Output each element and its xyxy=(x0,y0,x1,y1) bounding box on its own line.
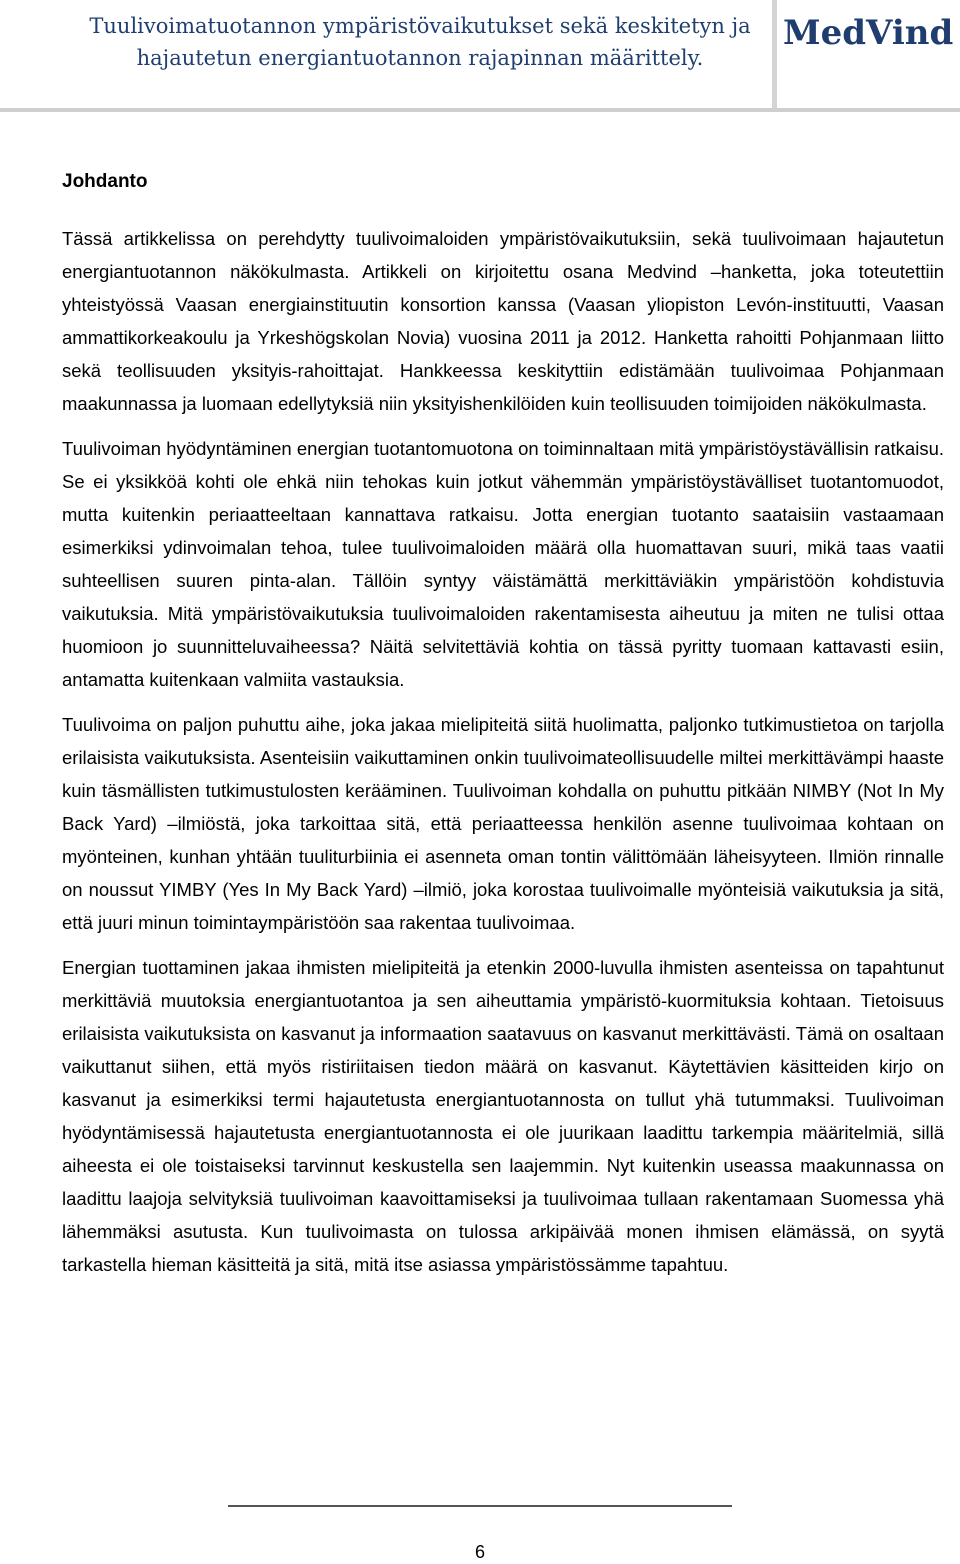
paragraph-intro: Tässä artikkelissa on perehdytty tuulivoimaloiden ympäristövaikutuksiin, sekä tuulivoimaan hajautetun energiantuotannon näkökulmasta. Artikkeli on kirjoitettu osana Medvind –hanketta, joka toteutettiin yhteistyössä Vaasan energiainstituutin konsortion kanssa (Vaasan yliopiston Levón-instituutti, Vaasan ammattikorkeakoulu ja Yrkeshögskolan Novia) vuosina 2011 ja 2012. Hanketta rahoitti Pohjanmaan liitto sekä teollisuuden yksityis-rahoittajat. Hankkeessa keskityttiin edistämään tuulivoimaa Pohjanmaan maakunnassa ja luomaan edellytyksiä niin yksityishenkilöiden kuin teollisuuden toimijoiden näkökulmasta. xyxy=(62,228,944,414)
header-rule xyxy=(0,108,960,112)
paragraph-environment: Tuulivoiman hyödyntäminen energian tuotantomuotona on toiminnaltaan mitä ympäristöystävällisin ratkaisu. Se ei yksikköä kohti ole ehkä niin tehokas kuin jotkut vähemmän ympäristöystävälliset tuotantomuodot, mutta kuitenkin periaatteeltaan kannattava ratkaisu. Jotta energian tuotanto saataisiin vastaamaan esimerkiksi ydinvoimalan tehoa, tulee tuulivoimaloiden määrä olla huomattavan suuri, mikä taas vaatii suhteellisen suuren pinta-alan. Tällöin syntyy väistämättä merkittäviäkin ympäristöön kohdistuvia vaikutuksia. Mitä ympäristövaikutuksia tuulivoimaloiden rakentamisesta aiheutuu ja miten ne tulisi ottaa huomioon jo suunnitteluvaiheessa? Näitä selvitettäviä kohtia on tässä pyritty tuomaan kattavasti esiin, antamatta kuitenkaan valmiita vastauksia. xyxy=(62,438,944,690)
paragraph-distributed-energy: Energian tuottaminen jakaa ihmisten mielipiteitä ja etenkin 2000-luvulla ihmisten asenteissa on tapahtunut merkittäviä muutoksia energiantuotantoa ja sen aiheuttamia ympäristö-kuormituksia kohtaan. Tietoisuus erilaisista vaikutuksista on kasvanut ja informaation saatavuus on kasvanut merkittävästi. Tämä on osaltaan vaikuttanut siihen, että myös ristiriitaisen tiedon määrä on kasvanut. Käytettävien käsitteiden kirjo on kasvanut ja esimerkiksi termi hajautetusta energiantuotannosta on tullut yhä tutummaksi. Tuulivoiman hyödyntämisessä hajautetusta energiantuotannosta ei ole juurikaan laadittu tarkempia määritelmiä, sillä aiheesta ei ole toistaiseksi tarvinnut keskustella sen laajemmin. Nyt kuitenkin useassa maakunnassa on laadittu laajoja selvityksiä tuulivoiman kaavoittamiseksi ja tuulivoimaa tullaan rakentamaan Suomessa yhä lähemmäksi asutusta. Kun tuulivoimasta on tulossa arkipäivää monen ihmisen elämässä, on syytä tarkastella hieman käsitteitä ja sitä, mitä itse asiassa ympäristössämme tapahtuu. xyxy=(62,957,944,1275)
paragraph-attitudes: Tuulivoima on paljon puhuttu aihe, joka jakaa mielipiteitä siitä huolimatta, paljonko tutkimustietoa on tarjolla erilaisista vaikutuksista. Asenteisiin vaikuttaminen onkin tuulivoimateollisuudelle miltei merkittävämpi haaste kuin täsmällisten tutkimustulosten kerääminen. Tuulivoiman kohdalla on puhuttu pitkään NIMBY (Not In My Back Yard) –ilmiöstä, joka tarkoittaa sitä, että periaatteessa henkilön asenne tuulivoimaa kohtaan on myönteinen, kunhan yhtään tuuliturbiinia ei asenneta oman tontin välittömään läheisyyteen. Ilmiön rinnalle on noussut YIMBY (Yes In My Back Yard) –ilmiö, joka korostaa tuulivoimalle myönteisiä vaikutuksia ja sitä, että juuri minun toimintaympäristöön saa rakentaa tuulivoimaa. xyxy=(62,714,944,933)
medvind-logo: MedVind xyxy=(783,13,954,53)
section-heading: Johdanto xyxy=(62,171,148,192)
page-header xyxy=(0,0,960,112)
page-number: 6 xyxy=(474,1542,485,1562)
footer-rule xyxy=(228,1505,732,1507)
header-title: Tuulivoimatuotannon ympäristövaikutukset sekä keskitetyn ja hajautetun energiantuotannon rajapinnan määrittely. xyxy=(89,14,751,70)
document-body xyxy=(62,166,944,1293)
header-divider xyxy=(772,0,777,110)
